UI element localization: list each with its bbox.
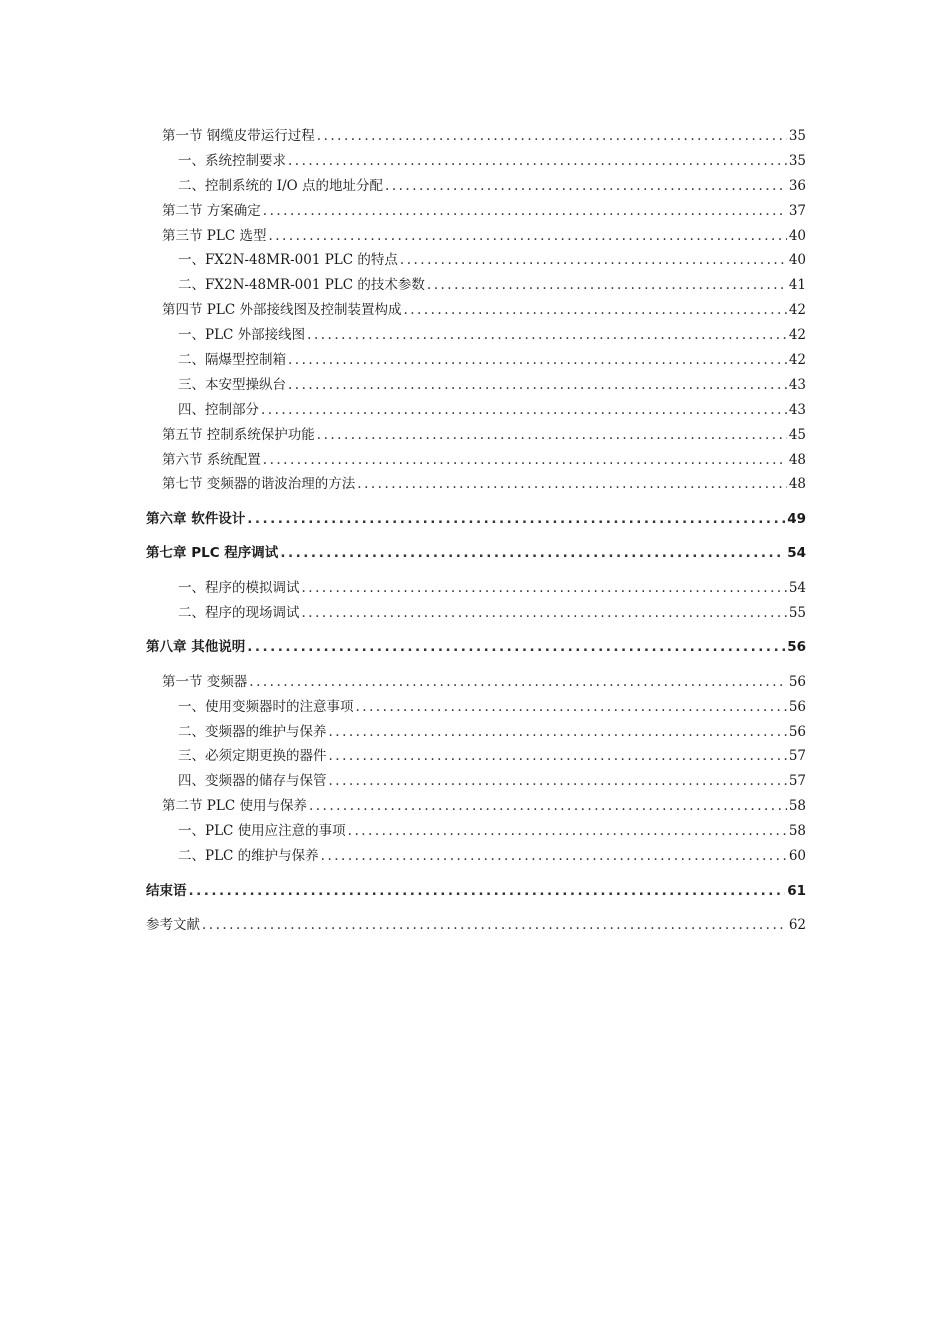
toc-dot-leader (403, 298, 786, 323)
toc-entry-title: 四、变频器的储存与保管 (178, 773, 327, 790)
toc-dot-leader (348, 819, 787, 844)
toc-entry-page-number: 40 (788, 227, 806, 244)
toc-entry-title: 四、控制部分 (178, 401, 259, 418)
toc-dot-leader (307, 323, 787, 348)
toc-entry-title: 一、系统控制要求 (178, 152, 286, 169)
toc-dot-leader (427, 273, 787, 298)
toc-entry-title: 第一节 钢缆皮带运行过程 (162, 128, 315, 144)
toc-entry[interactable] (146, 448, 806, 473)
toc-dot-leader (263, 199, 787, 224)
toc-entry[interactable] (146, 507, 806, 532)
toc-entry-title: 第七章 PLC 程序调试 (146, 545, 279, 562)
toc-entry[interactable] (146, 224, 806, 249)
toc-entry-title: 结束语 (146, 882, 187, 899)
toc-entry-page-number: 54 (787, 545, 806, 562)
toc-dot-leader (288, 348, 787, 373)
toc-entry[interactable] (146, 273, 806, 298)
toc-entry-page-number: 57 (788, 748, 806, 765)
toc-entry[interactable] (146, 744, 806, 769)
toc-entry[interactable] (146, 149, 806, 174)
toc-entry-title: 二、变频器的维护与保养 (178, 723, 327, 740)
toc-dot-leader (329, 769, 787, 794)
toc-entry-title: 一、FX2N-48MR-001 PLC 的特点 (178, 252, 398, 269)
toc-dot-leader (288, 149, 787, 174)
toc-entry-page-number: 42 (788, 352, 806, 369)
toc-entry-page-number: 42 (788, 327, 806, 344)
toc-entry-page-number: 58 (788, 823, 806, 840)
toc-entry-page-number: 58 (788, 798, 806, 815)
toc-entry-page-number: 57 (788, 773, 806, 790)
toc-entry-title: 第二节 方案确定 (162, 202, 261, 219)
toc-dot-leader (261, 398, 787, 423)
toc-entry[interactable] (146, 769, 806, 794)
toc-dot-leader (288, 373, 787, 398)
toc-entry-page-number: 45 (788, 426, 806, 443)
toc-entry-title: 第七节 变频器的谐波治理的方法 (162, 476, 356, 493)
toc-dot-leader (385, 174, 787, 199)
toc-entry-title: 三、本安型操纵台 (178, 376, 286, 393)
toc-entry[interactable] (146, 472, 806, 497)
toc-entry[interactable] (146, 670, 806, 695)
toc-entry-title: 第四节 PLC 外部接线图及控制装置构成 (162, 302, 402, 319)
toc-entry-page-number: 35 (788, 128, 806, 144)
toc-dot-leader (356, 695, 787, 720)
toc-entry-title: 二、程序的现场调试 (178, 604, 300, 621)
toc-dot-leader (317, 423, 787, 448)
toc-entry-page-number: 40 (788, 252, 806, 269)
toc-entry-page-number: 43 (788, 376, 806, 393)
toc-entry[interactable] (146, 423, 806, 448)
toc-entry-page-number: 37 (788, 202, 806, 219)
toc-dot-leader (357, 472, 787, 497)
toc-dot-leader (317, 124, 787, 149)
toc-entry[interactable] (146, 844, 806, 869)
toc-entry[interactable] (146, 398, 806, 423)
toc-dot-leader (302, 601, 787, 626)
toc-dot-leader (189, 879, 786, 904)
toc-entry-title: 二、控制系统的 I/O 点的地址分配 (178, 177, 384, 194)
toc-entry-title: 二、PLC 的维护与保养 (178, 848, 319, 865)
toc-entry-page-number: 49 (787, 510, 806, 527)
toc-dot-leader (329, 744, 787, 769)
toc-entry-title: 三、必须定期更换的器件 (178, 748, 327, 765)
toc-entry-page-number: 56 (787, 639, 806, 656)
toc-entry-page-number: 60 (788, 848, 806, 865)
toc-entry[interactable] (146, 601, 806, 626)
toc-entry-page-number: 56 (788, 723, 806, 740)
toc-entry[interactable] (146, 174, 806, 199)
toc-entry[interactable] (146, 635, 806, 660)
toc-dot-leader (400, 248, 787, 273)
toc-entry[interactable] (146, 576, 806, 601)
toc-entry-title: 一、PLC 使用应注意的事项 (178, 823, 346, 840)
toc-dot-leader (247, 635, 785, 660)
toc-entry-page-number: 36 (788, 177, 806, 194)
toc-entry-title: 二、FX2N-48MR-001 PLC 的技术参数 (178, 277, 425, 294)
toc-entry-title: 参考文献 (146, 916, 200, 933)
toc-entry[interactable] (146, 541, 806, 566)
toc-entry-page-number: 48 (788, 476, 806, 493)
toc-entry-title: 第一节 变频器 (162, 673, 248, 690)
toc-dot-leader (202, 913, 787, 938)
toc-entry[interactable] (146, 124, 806, 149)
toc-entry-title: 第二节 PLC 使用与保养 (162, 798, 307, 815)
toc-entry-title: 二、隔爆型控制箱 (178, 352, 286, 369)
toc-entry-page-number: 35 (788, 152, 806, 169)
toc-entry[interactable] (146, 323, 806, 348)
toc-entry-page-number: 42 (788, 302, 806, 319)
toc-entry[interactable] (146, 298, 806, 323)
toc-entry-page-number: 56 (788, 673, 806, 690)
toc-entry[interactable] (146, 794, 806, 819)
table-of-contents (146, 124, 806, 938)
toc-entry-page-number: 55 (788, 604, 806, 621)
toc-entry-title: 一、PLC 外部接线图 (178, 327, 306, 344)
toc-entry-title: 第六节 系统配置 (162, 451, 261, 468)
toc-entry-page-number: 41 (788, 277, 806, 294)
toc-entry[interactable] (146, 248, 806, 273)
toc-entry-title: 一、使用变频器时的注意事项 (178, 698, 354, 715)
toc-entry[interactable] (146, 879, 806, 904)
toc-dot-leader (302, 576, 787, 601)
toc-dot-leader (321, 844, 787, 869)
toc-dot-leader (263, 448, 787, 473)
toc-entry-page-number: 61 (787, 882, 806, 899)
toc-entry[interactable] (146, 913, 806, 938)
toc-entry-title: 第三节 PLC 选型 (162, 227, 267, 244)
toc-entry[interactable] (146, 819, 806, 844)
toc-entry-page-number: 43 (788, 401, 806, 418)
toc-entry-title: 一、程序的模拟调试 (178, 579, 300, 596)
toc-entry[interactable] (146, 695, 806, 720)
toc-entry[interactable] (146, 199, 806, 224)
toc-entry-page-number: 48 (788, 451, 806, 468)
toc-dot-leader (247, 507, 785, 532)
toc-entry-page-number: 56 (788, 698, 806, 715)
toc-entry[interactable] (146, 720, 806, 745)
toc-entry[interactable] (146, 348, 806, 373)
toc-entry-page-number: 54 (788, 579, 806, 596)
toc-entry-page-number: 62 (788, 916, 806, 933)
toc-entry-title: 第六章 软件设计 (146, 510, 246, 527)
toc-entry-title: 第八章 其他说明 (146, 639, 246, 656)
toc-dot-leader (280, 541, 785, 566)
toc-entry[interactable] (146, 373, 806, 398)
toc-entry-title: 第五节 控制系统保护功能 (162, 426, 315, 443)
toc-dot-leader (309, 794, 787, 819)
toc-dot-leader (329, 720, 787, 745)
toc-dot-leader (249, 670, 787, 695)
toc-dot-leader (268, 224, 786, 249)
